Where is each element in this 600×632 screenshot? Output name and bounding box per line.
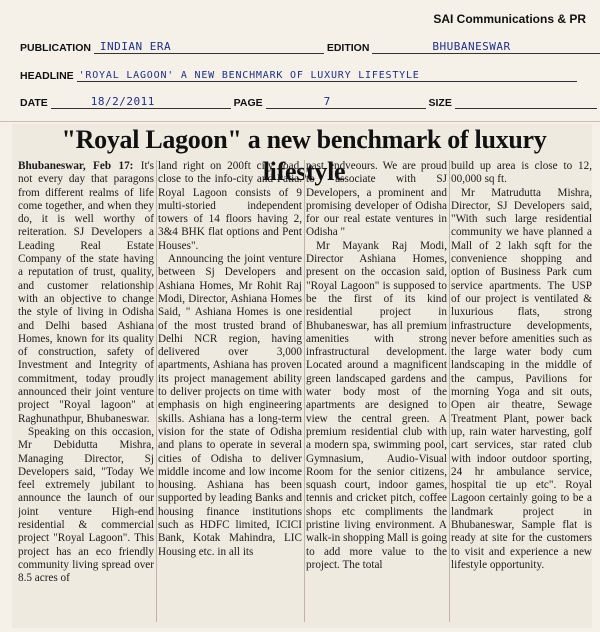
headline-line [77, 70, 577, 82]
article-column-4 [451, 160, 592, 626]
publication-line [94, 42, 324, 54]
article-paragraph: Mr Matrudutta Mishra, Director, SJ Developers said, "With such large residential community we have planned a Mall of 2 lakh sqft for the convenience shopping and option of Business Park cum service apartments. The USP of our project is ventilated & luxurious flats, strong infrastructure developments, never before amenities such as the large water body cum landscaping in the middle of the campus, Pavilions for morning Yoga and sit outs, Open air theatre, Sewage Treatment Plant, power back up, rain water harvesting, golf cart services, star rated club with indoor outdoor sporting, 24 hr ambulance service, hospital tie up etc". Royal Lagoon certainly going to be a landmark project in Bhubaneswar, Sample flat is ready at site for the customers to visit and experience a new lifestyle opportunity. [451, 186, 592, 571]
article-paragraph: Bhubaneswar, Feb 17: It's not every day that paragons from different realms of life come together, and when they do, it is well worthy of reiteration. SJ Developers a Leading Real Estate Company of the state having a reputation of trust, quality, and customer relationship with an objective to change the style of living in Odisha and Delhi based Ashiana Homes, known for its quality of construction, safety of Investment and Integrity of commitment, today proudly announced their joint venture project "Royal lagoon" at Raghunathpur, Bhubaneswar. [18, 160, 154, 425]
page-value: 7 [323, 95, 331, 108]
page-line [266, 97, 426, 109]
publication-row [20, 42, 592, 54]
article-headline: "Royal Lagoon" a new benchmark of luxury lifestyle [61, 125, 547, 186]
date-label: DATE [20, 97, 48, 109]
headline-value: 'ROYAL LAGOON' A NEW BENCHMARK OF LUXURY LIFESTYLE [78, 70, 420, 81]
column-divider [304, 160, 305, 622]
article-paragraph: Speaking on this occasion, Mr Debidutta Mishra, Managing Director, Sj Developers said, "Today We feel extremely jubilant to announce the launch of our joint venture High-end residential & commercial project "Royal Lagoon". This project has an eco friendly community living spread over 8.5 acres of [18, 425, 154, 585]
date-value: 18/2/2011 [90, 95, 155, 108]
publication-label: PUBLICATION [20, 42, 91, 54]
edition-label: EDITION [326, 42, 370, 54]
date-row [20, 97, 592, 109]
headline-row [20, 70, 592, 82]
newspaper-clipping [12, 124, 592, 628]
article-paragraph: Mr Mayank Raj Modi, Director Ashiana Homes, present on the occasion said, "Royal Lagoon" is supposed to be the first of its kind residential project in Bhubaneswar, has all premium amenities with strong infrastructural development. Located around a magnificent green landscaped gardens and water body most of the apartments are designed to view the central green. A premium residential club with a modern spa, swimming pool, Gymnasium, Audio-Visual Room for the senior citizens, squash court, indoor games, tennis and cricket pitch, coffee shops etc compliments the pristine living environment. A walk-in shopping Mall is going to add more value to the project. The total [306, 239, 447, 571]
article-column-1 [18, 160, 154, 626]
page-label: PAGE [233, 97, 263, 109]
article-column-3 [306, 160, 447, 626]
article-paragraph: build up area is close to 12, 00,000 sq ft. [451, 160, 592, 186]
form-divider [0, 121, 600, 122]
date-line [51, 97, 231, 109]
article-column-2 [158, 160, 302, 626]
agency-name: SAI Communications & PR [433, 12, 586, 26]
article-paragraph: past endveours. We are proud to associate with SJ Developers, a prominent and promising developer of Odisha for our real estate ventures in Odisha " [306, 160, 447, 239]
article-paragraph: Announcing the joint venture between Sj Developers and Ashiana Homes, Mr Rohit Raj Modi, Director, Ashiana Homes Said, " Ashiana Homes is one of the most trusted brand of Delhi NCR region, having delivered over 3,000 apartments, Ashiana has proven its project management ability to deliver projects on time with emphasis on high engineering skills. Ashiana has a long-term vision for the state of Odisha and plans to operate in several cities of Odisha to deliver middle income and low income housing. Ashiana has been supported by leading Banks and housing finance institutions such as HDFC limited, ICICI Bank, Kotak Mahindra, LIC Housing etc. in all its [158, 253, 302, 558]
size-line [455, 97, 597, 109]
size-label: SIZE [428, 97, 452, 109]
edition-line [372, 42, 600, 54]
article-paragraph: land right on 200ft city road, close to the info-city and Patia. Royal Lagoon consists of 9 multi-storied independent towers of 14 floors having 2, 3&4 BHK flat options and Pent Houses". [158, 160, 302, 252]
publication-value: INDIAN ERA [99, 40, 172, 53]
edition-value: BHUBANESWAR [432, 40, 511, 53]
column-divider [156, 160, 157, 622]
column-divider [449, 160, 450, 622]
article-dateline: Bhubaneswar, Feb 17: [18, 160, 134, 172]
headline-label: HEADLINE [20, 70, 74, 82]
